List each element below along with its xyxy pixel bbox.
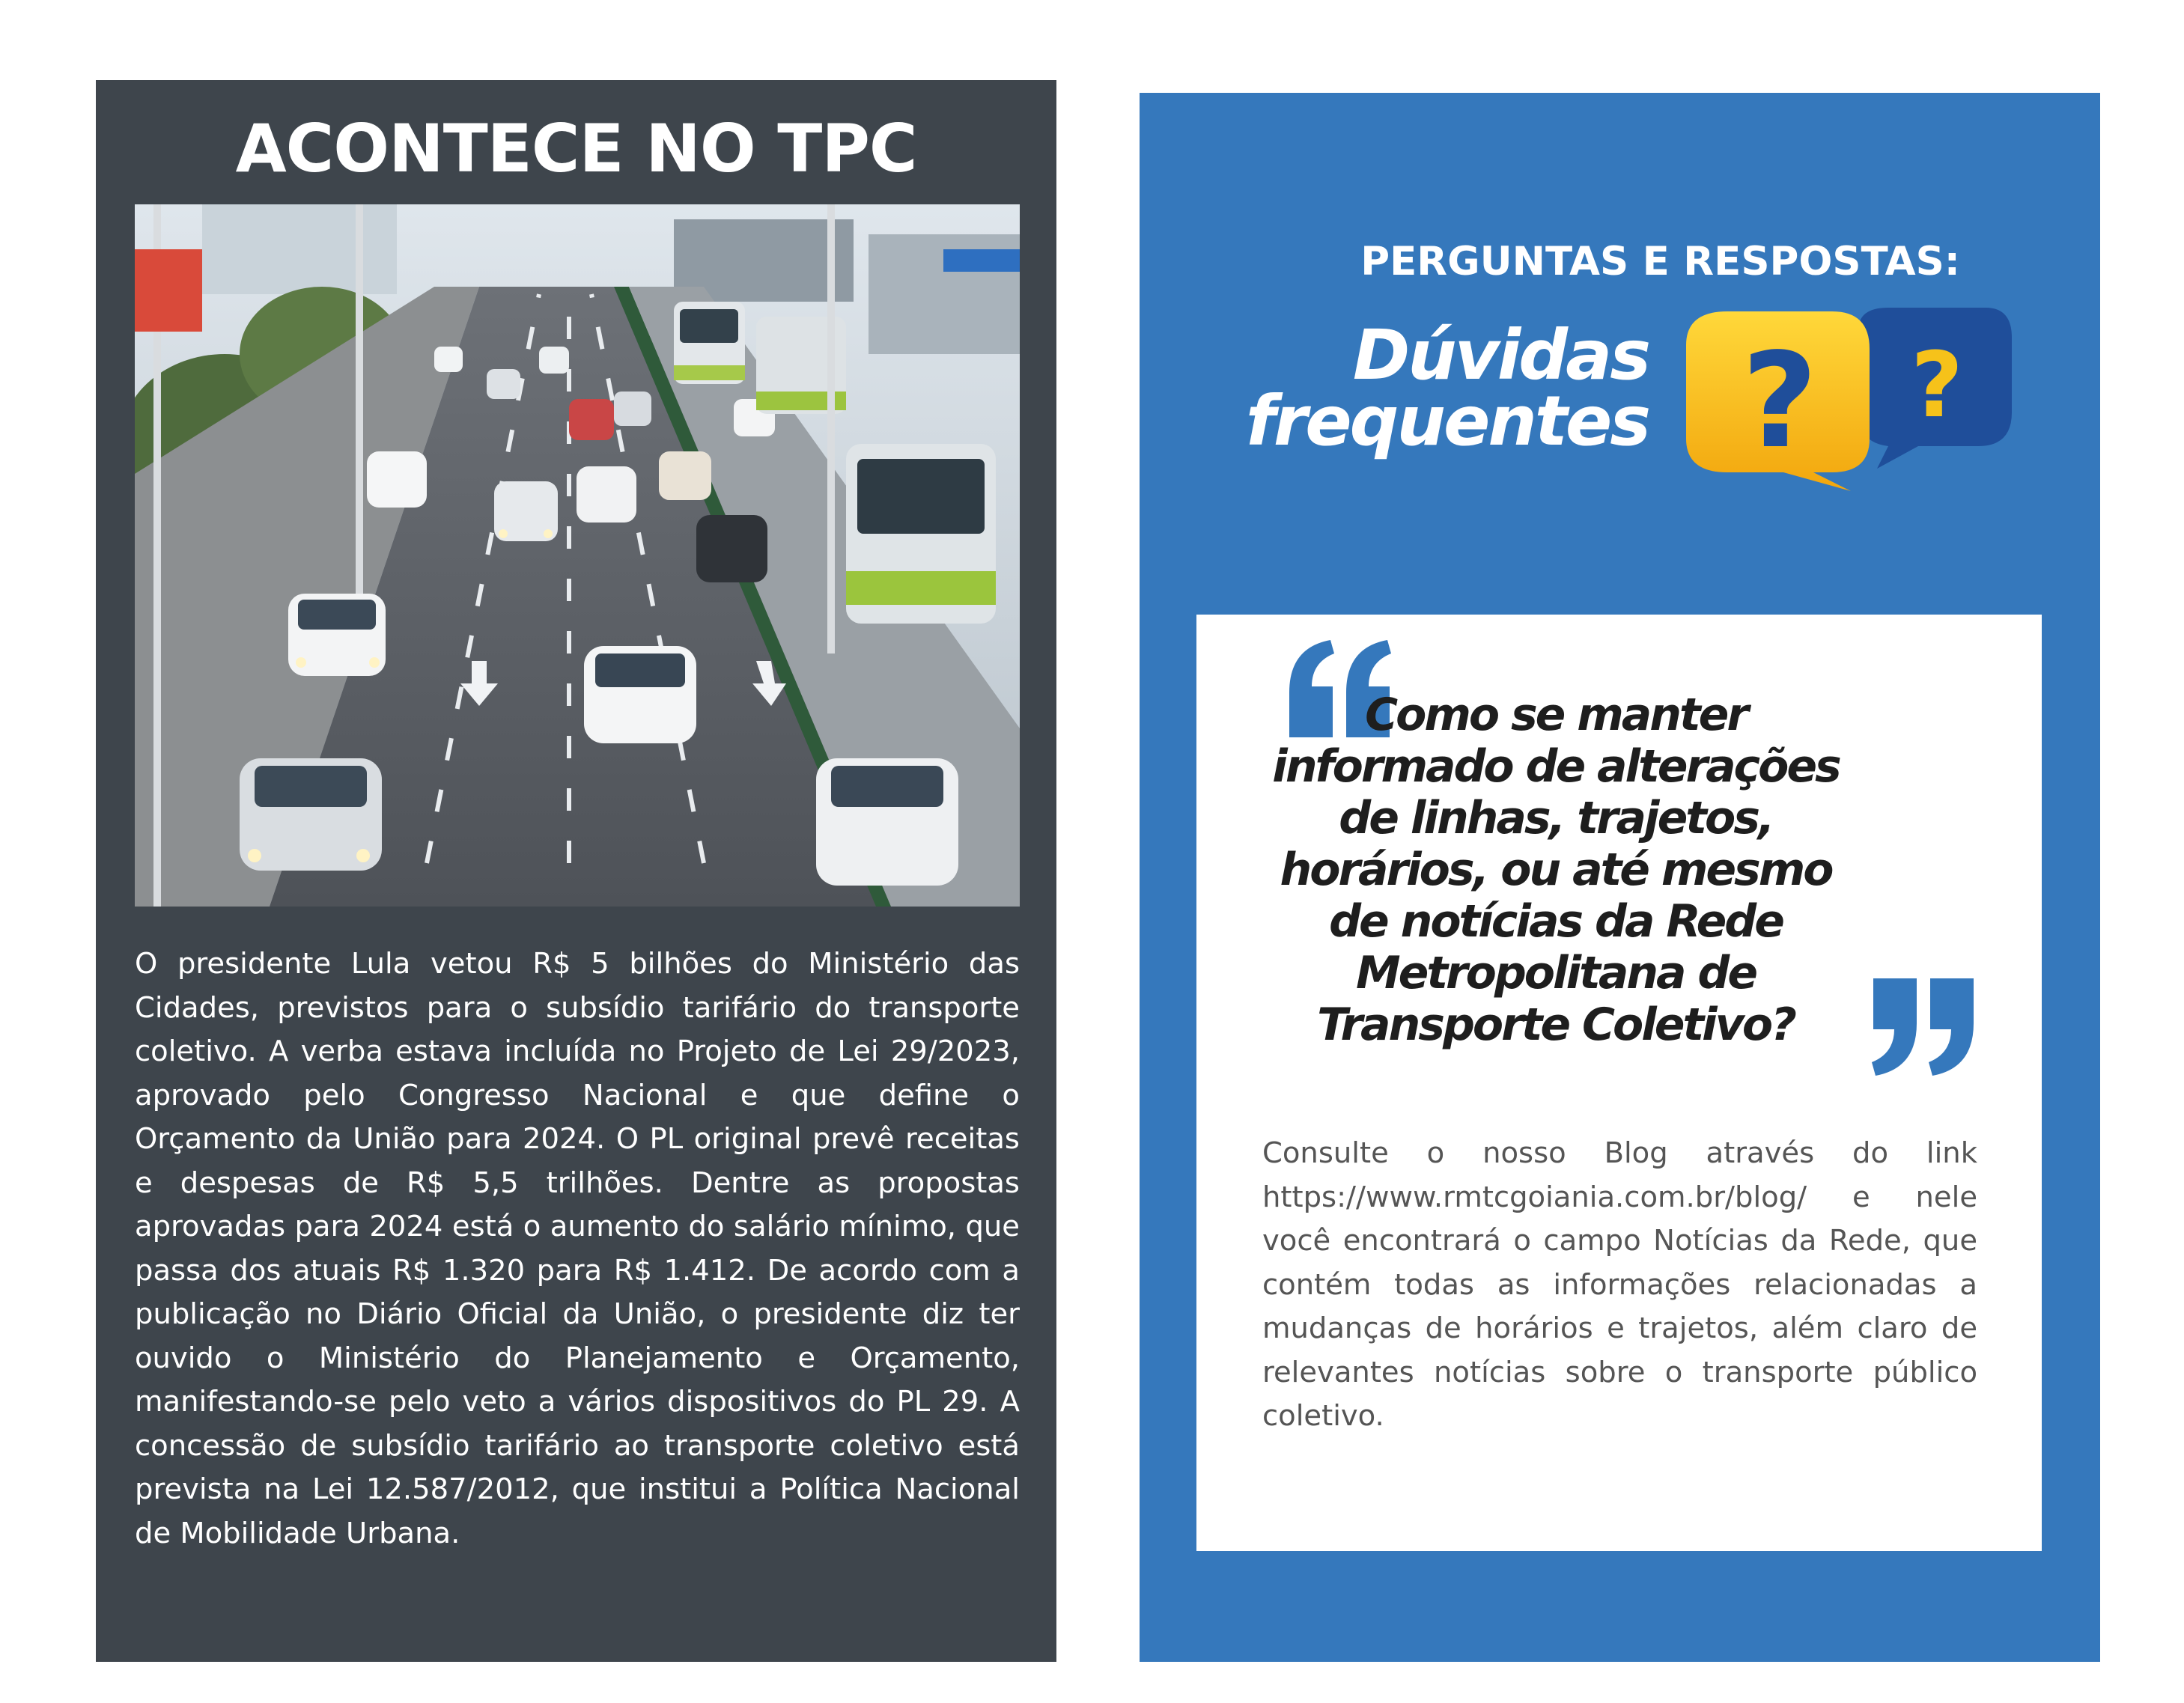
faq-title-line-1: Dúvidas — [1352, 315, 1649, 395]
faq-title-line-2: frequentes — [1245, 381, 1649, 461]
answer-card — [1196, 615, 2042, 1551]
svg-text:?: ? — [1742, 326, 1818, 478]
svg-text:?: ? — [1911, 334, 1963, 438]
faq-heading: PERGUNTAS E RESPOSTAS: — [1360, 239, 1960, 284]
faq-answer: Consulte o nosso Blog através do link https://www.rmtcgoiania.com.br/blog/ e nele você encontrará o campo Notícias da Rede, que contém todas as informações relacionadas a mudanças de horários e trajetos, além claro de relevantes notícias sobre o transporte público coletivo. — [1262, 1136, 1977, 1433]
faq-panel — [1140, 93, 2100, 1662]
traffic-photo — [135, 204, 1020, 907]
question-bubble-icon — [1671, 300, 2031, 495]
section-title: ACONTECE NO TPC — [235, 110, 917, 187]
article-body: O presidente Lula vetou R$ 5 bilhões do Ministério das Cidades, previstos para o subsídio tarifário do transporte coletivo. A verba estava incluída no Projeto de Lei 29/2023, aprovado pelo Congresso Nacional e que define o Orçamento da União para 2024. O PL original prevê receitas e despesas de R$ 5,5 trilhões. Dentre as propostas aprovadas para 2024 está o aumento do salário mínimo, que passa dos atuais R$ 1.320 para R$ 1.412. De acordo com a publicação no Diário Oficial da União, o presidente diz ter ouvido o Ministério do Planejamento e Orçamento, manifestando-se pelo veto a vários dispositivos do PL 29. A concessão de subsídio tarifário ao transporte coletivo está prevista na Lei 12.587/2012, que institui a Política Nacional de Mobilidade Urbana. — [135, 947, 1020, 1550]
close-quote-icon — [1870, 978, 1975, 1076]
acontece-panel — [96, 80, 1056, 1662]
faq-question: Como se manter informado de alterações de linhas, trajetos, horários, ou até mesmo de notícias da Rede Metropolitana de Transporte Coletivo? — [1272, 689, 1840, 1051]
